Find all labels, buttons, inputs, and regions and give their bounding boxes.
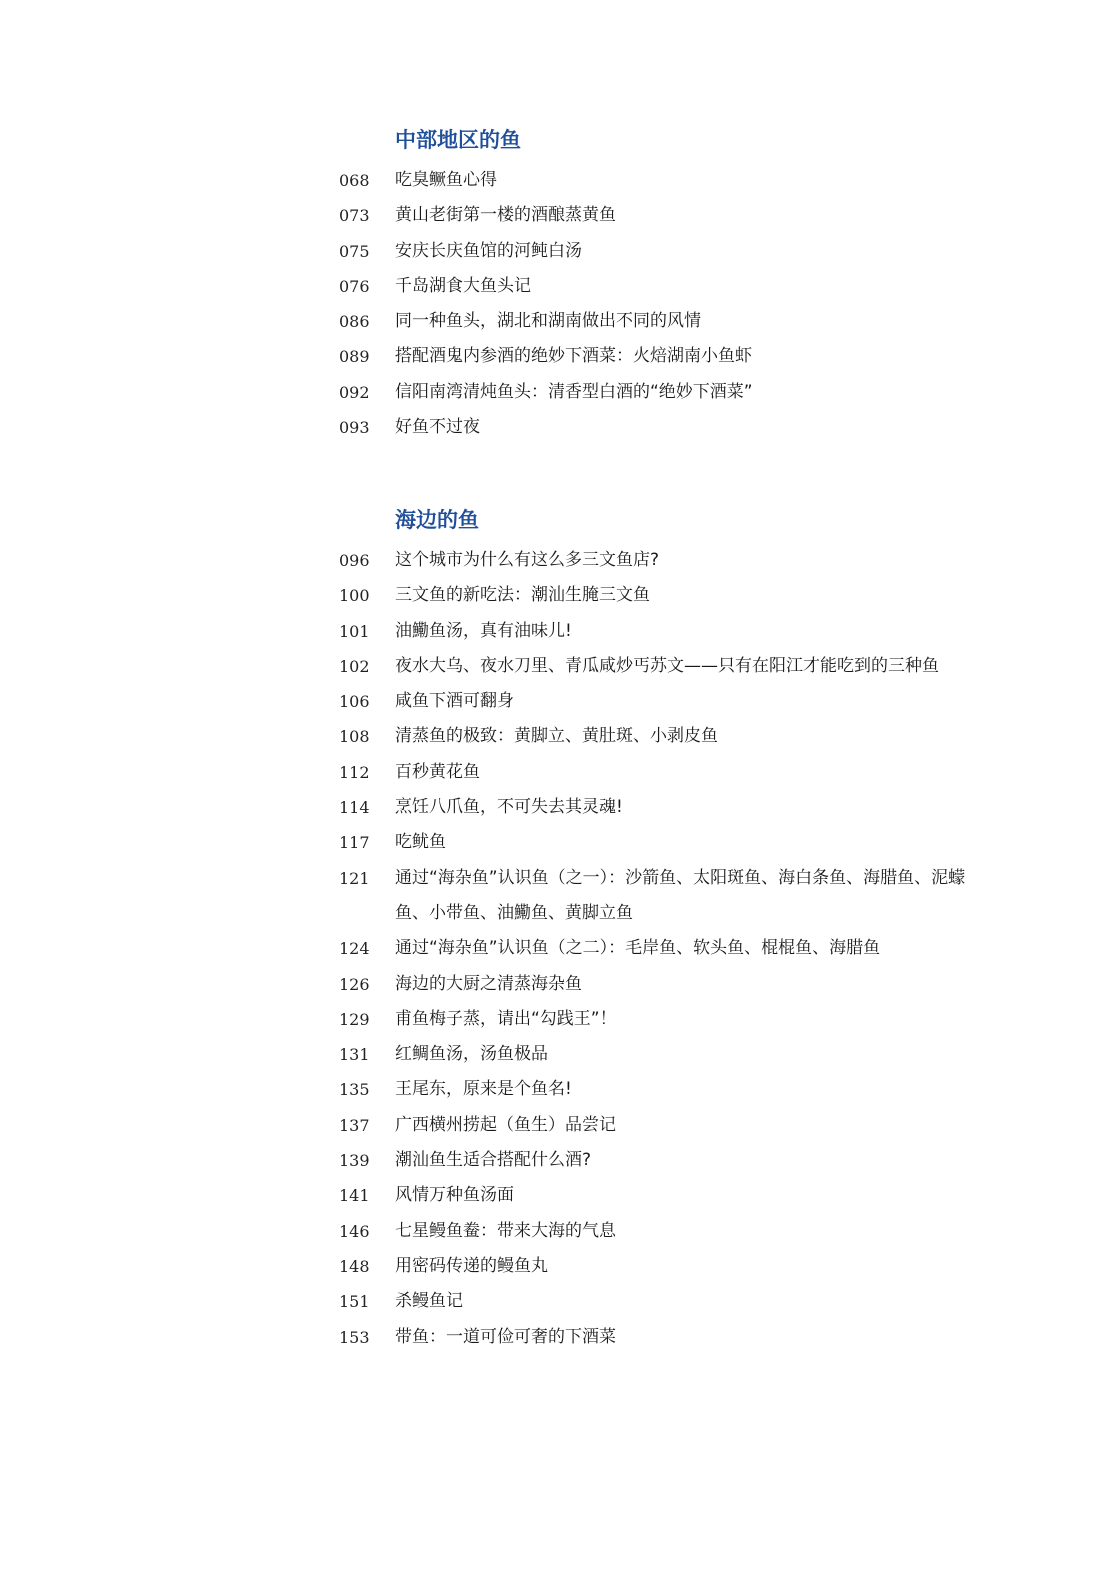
entry-page-number: 129 (339, 1009, 370, 1029)
toc-entry (0, 234, 1111, 269)
toc-entry (0, 1072, 1111, 1107)
entry-page-number: 100 (339, 586, 370, 606)
entry-title: 百秒黄花鱼 (395, 761, 480, 782)
toc-entry (0, 1143, 1111, 1178)
entry-title: 信阳南湾清炖鱼头：清香型白酒的“绝妙下酒菜” (395, 381, 753, 402)
toc-entry (0, 755, 1111, 790)
entry-page-number: 096 (339, 551, 370, 570)
entry-title: 这个城市为什么有这么多三文鱼店? (395, 550, 660, 570)
entry-page-number: 146 (339, 1221, 370, 1241)
entry-title: 王尾东，原来是个鱼名! (395, 1079, 572, 1100)
entry-page-number: 101 (339, 621, 370, 641)
toc-entry (0, 198, 1111, 233)
entry-title: 千岛湖食大鱼头记 (395, 275, 531, 296)
entry-page-number: 086 (339, 312, 370, 332)
toc-entry (0, 1320, 1111, 1355)
entry-title: 吃臭鳜鱼心得 (395, 170, 497, 190)
entry-title: 吃鱿鱼 (395, 832, 446, 853)
entry-page-number: 121 (339, 868, 370, 888)
entry-title: 安庆长庆鱼馆的河鲀白汤 (395, 240, 582, 261)
entry-page-number: 076 (339, 276, 370, 296)
entry-title: 海边的大厨之清蒸海杂鱼 (395, 973, 582, 994)
entry-title: 通过“海杂鱼”认识鱼（之一）：沙箭鱼、太阳斑鱼、海白条鱼、海腊鱼、泥蠓鱼、小带鱼、油鰳鱼、黄脚立鱼 (395, 867, 966, 923)
entry-page-number: 139 (339, 1151, 370, 1171)
entry-title: 同一种鱼头，湖北和湖南做出不同的风情 (395, 311, 701, 332)
section-title: 海边的鱼 (395, 508, 479, 532)
entry-title: 夜水大乌、夜水刀里、青瓜咸炒丐苏文——只有在阳江才能吃到的三种鱼 (395, 655, 939, 676)
toc-entry (0, 719, 1111, 754)
entry-page-number: 114 (339, 798, 370, 818)
entry-title: 广西横州捞起（鱼生）品尝记 (395, 1114, 616, 1135)
entry-title: 带鱼：一道可俭可奢的下酒菜 (395, 1326, 616, 1347)
entry-page-number: 124 (339, 939, 370, 959)
toc-entry (0, 1249, 1111, 1284)
toc-entry (0, 410, 1111, 445)
toc-entry (0, 861, 1111, 932)
entry-page-number: 075 (339, 241, 370, 261)
toc-entry (0, 269, 1111, 304)
entry-page-number: 135 (339, 1080, 370, 1100)
toc-entry (0, 1002, 1111, 1037)
toc-entry (0, 543, 1111, 578)
entry-page-number: 106 (339, 692, 370, 712)
entry-title: 红鲷鱼汤，汤鱼极品 (395, 1044, 548, 1065)
entry-page-number: 112 (339, 762, 370, 782)
entry-page-number: 073 (339, 206, 370, 226)
toc-entry (0, 375, 1111, 410)
entry-page-number: 068 (339, 171, 370, 190)
entry-title: 甫鱼梅子蒸，请出“勾践王”！ (395, 1008, 617, 1029)
toc-entry (0, 339, 1111, 374)
entry-title: 潮汕鱼生适合搭配什么酒? (395, 1150, 592, 1171)
toc-entry (0, 1214, 1111, 1249)
entry-title: 好鱼不过夜 (395, 417, 480, 438)
toc-entry (0, 967, 1111, 1002)
entry-title: 清蒸鱼的极致：黄脚立、黄肚斑、小剥皮鱼 (395, 726, 718, 747)
toc-entry (0, 614, 1111, 649)
toc-entry (0, 649, 1111, 684)
entry-title: 烹饪八爪鱼，不可失去其灵魂! (395, 797, 623, 818)
toc-entry (0, 825, 1111, 860)
entry-title: 油鰳鱼汤，真有油味儿! (395, 620, 572, 641)
entry-page-number: 148 (339, 1256, 370, 1276)
toc-entry (0, 790, 1111, 825)
entry-list (0, 163, 1111, 445)
entry-page-number: 137 (339, 1115, 370, 1135)
entry-page-number: 126 (339, 974, 370, 994)
entry-title: 用密码传递的鳗鱼丸 (395, 1255, 548, 1276)
entry-page-number: 141 (339, 1186, 370, 1206)
entry-title: 七星鳗鱼鲞：带来大海的气息 (395, 1220, 616, 1241)
entry-page-number: 153 (339, 1327, 370, 1347)
entry-page-number: 102 (339, 656, 370, 676)
toc-entry (0, 931, 1111, 966)
entry-page-number: 117 (339, 833, 370, 853)
toc-entry (0, 304, 1111, 339)
section-title: 中部地区的鱼 (395, 128, 521, 152)
entry-page-number: 093 (339, 418, 370, 438)
entry-title: 杀鳗鱼记 (395, 1291, 463, 1312)
entry-list (0, 543, 1111, 1355)
toc-entry (0, 1284, 1111, 1319)
toc-entry (0, 163, 1111, 198)
entry-page-number: 131 (339, 1045, 370, 1065)
entry-title: 咸鱼下酒可翻身 (395, 691, 514, 712)
entry-title: 通过“海杂鱼”认识鱼（之二）：毛岸鱼、软头鱼、棍棍鱼、海腊鱼 (395, 938, 881, 959)
toc-entry (0, 1037, 1111, 1072)
entry-title: 三文鱼的新吃法：潮汕生腌三文鱼 (395, 585, 650, 606)
toc-entry (0, 578, 1111, 613)
entry-title: 风情万种鱼汤面 (395, 1185, 514, 1206)
toc-entry (0, 684, 1111, 719)
toc-entry (0, 1108, 1111, 1143)
entry-title: 黄山老街第一楼的酒酿蒸黄鱼 (395, 205, 616, 226)
entry-page-number: 151 (339, 1292, 370, 1312)
entry-title: 搭配酒鬼内参酒的绝妙下酒菜：火焙湖南小鱼虾 (395, 346, 752, 367)
entry-page-number: 089 (339, 347, 370, 367)
entry-page-number: 092 (339, 382, 370, 402)
entry-page-number: 108 (339, 727, 370, 747)
toc-entry (0, 1178, 1111, 1213)
